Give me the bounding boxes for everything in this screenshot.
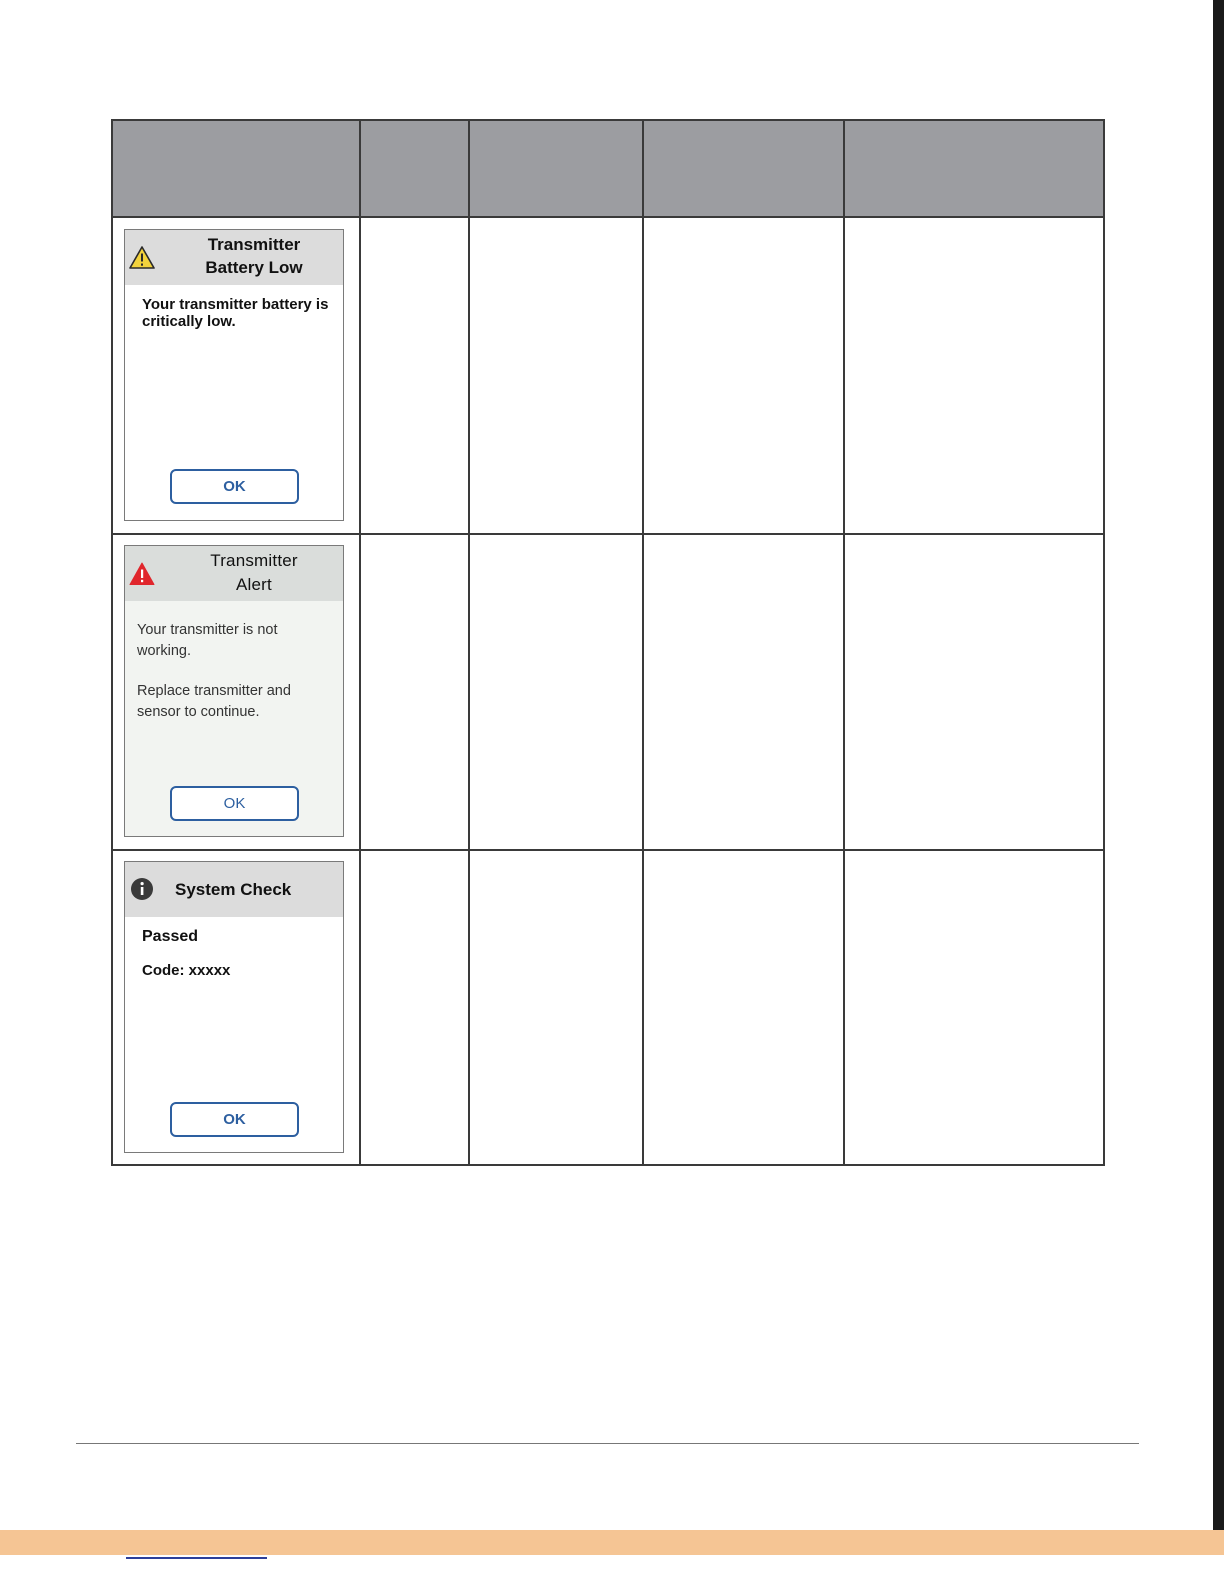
- warning-triangle-red-icon: [129, 561, 155, 587]
- alert-screen-battery-low: [124, 229, 344, 521]
- footer-link-underline[interactable]: [126, 1557, 267, 1559]
- alert-message: [137, 620, 329, 722]
- alert-screen-system-check: [124, 861, 344, 1153]
- alerts-table: [111, 119, 1105, 1166]
- column-divider: [359, 121, 361, 1164]
- warning-triangle-yellow-icon: [129, 245, 155, 271]
- column-divider: [642, 121, 644, 1164]
- ok-button[interactable]: OK: [170, 469, 299, 504]
- footer-divider: [76, 1443, 1139, 1444]
- page-edge-bar: [1213, 0, 1224, 1530]
- ok-button[interactable]: OK: [170, 1102, 299, 1137]
- table-header-row: [113, 121, 1103, 218]
- ok-button[interactable]: OK: [170, 786, 299, 821]
- alert-message-line-1: Your transmitter is not working.: [137, 622, 278, 659]
- row-divider: [113, 533, 1103, 535]
- info-circle-icon: [129, 876, 155, 902]
- column-divider: [843, 121, 845, 1164]
- alert-message-line-2: Replace transmitter and sensor to continue.: [137, 683, 291, 720]
- row-divider: [113, 849, 1103, 851]
- system-check-code: Code: xxxxx: [142, 962, 231, 979]
- footer-band: [0, 1530, 1224, 1555]
- alert-header: [125, 862, 343, 917]
- system-check-status: Passed: [142, 928, 199, 945]
- column-divider: [468, 121, 470, 1164]
- alert-title: Transmitter Alert: [210, 551, 298, 594]
- alert-header: [125, 546, 343, 601]
- alert-message: Your transmitter battery is critically low.: [142, 296, 329, 330]
- alert-screen-transmitter-alert: [124, 545, 344, 837]
- alert-header: [125, 230, 343, 285]
- alert-title: System Check: [175, 880, 292, 899]
- alert-title: Transmitter Battery Low: [205, 235, 303, 277]
